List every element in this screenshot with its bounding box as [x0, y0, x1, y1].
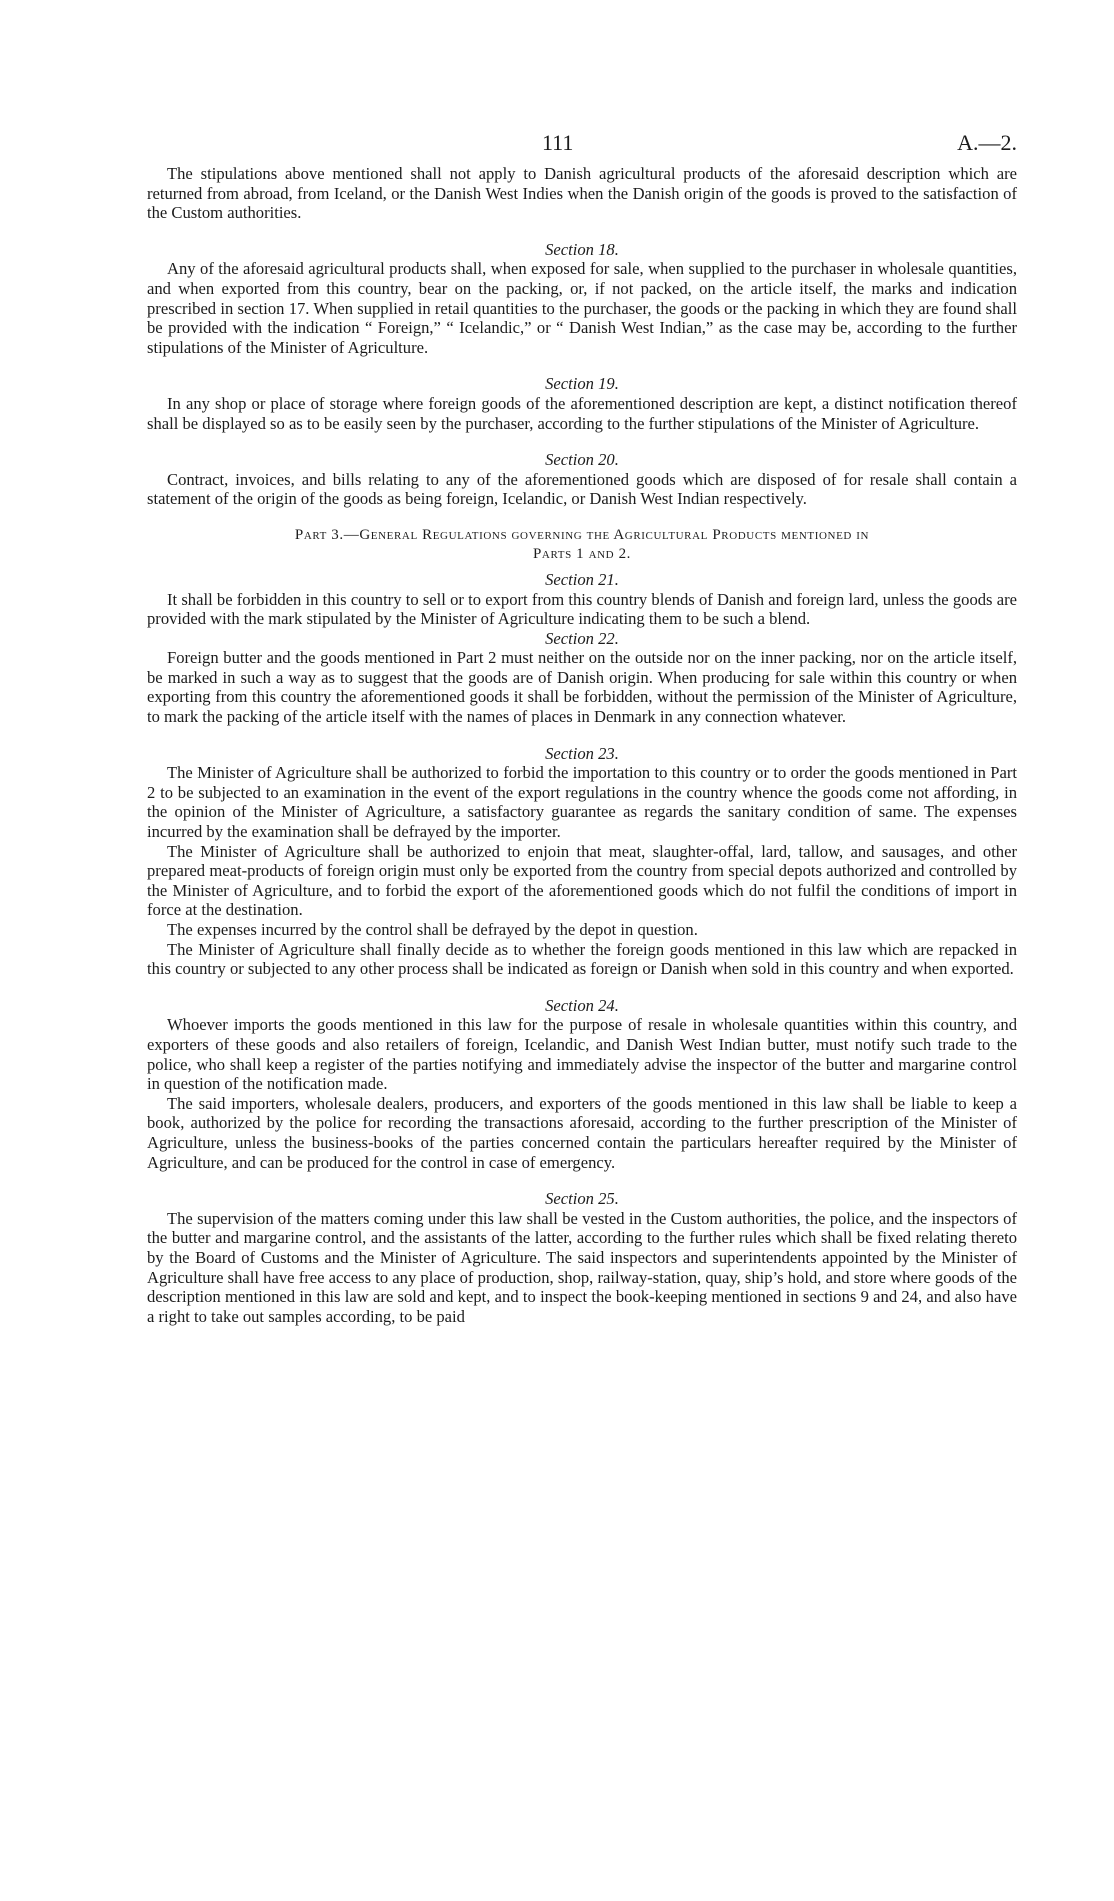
section-25-heading: Section 25.: [545, 1189, 619, 1209]
intro-paragraph: The stipulations above mentioned shall not apply to Danish agricultural products of the aforesaid description which are returned from abroad, from Iceland, or the Danish West Indies when the Danish origin of the goods is proved to the satisfaction of the Custom authorities.: [147, 164, 1017, 223]
section-19-paragraph: In any shop or place of storage where foreign goods of the aforementioned description are kept, a distinct notification thereof shall be displayed so as to be easily seen by the purchaser, according to the further stipulations of the Minister of Agriculture.: [147, 393, 1017, 433]
section-23-paragraph-4: The Minister of Agriculture shall finally decide as to whether the foreign goods mentioned in this law which are repacked in this country or subjected to any other process shall be indicated as foreign or Danish when sold in this country and when exported.: [147, 939, 1017, 979]
page-number: 111: [542, 130, 574, 155]
section-21-paragraph: It shall be forbidden in this country to sell or to export from this country blends of Danish and foreign lard, unless the goods are provided with the mark stipulated by the Minister of Agriculture indicating them to be such a blend.: [147, 589, 1017, 629]
section-20-paragraph: Contract, invoices, and bills relating to any of the aforementioned goods which are disposed of for resale shall contain a statement of the origin of the goods as being foreign, Icelandic, or Danish West Indian respectively.: [147, 469, 1017, 509]
section-25-paragraph: The supervision of the matters coming under this law shall be vested in the Custom authorities, the police, and the inspectors of the butter and margarine control, and the assistants of the latter, according to the further rules which shall be fixed relating thereto by the Board of Customs and the Minister of Agriculture. The said inspectors and superintendents appointed by the Minister of Agriculture shall have free access to any place of production, shop, railway-station, quay, ship’s hold, and store where goods of the description mentioned in this law are sold and kept, and to inspect the book-keeping mentioned in sections 9 and 24, and also have a right to take out samples according, to be paid: [147, 1208, 1017, 1326]
section-22-heading: Section 22.: [545, 628, 619, 648]
section-20-heading: Section 20.: [545, 450, 619, 470]
section-19-heading: Section 19.: [545, 374, 619, 394]
section-18-heading: Section 18.: [545, 239, 619, 259]
section-23-paragraph-1: The Minister of Agriculture shall be authorized to forbid the importation to this country or to order the goods mentioned in Part 2 to be subjected to an examination in the event of the export regulations in the country whence the goods come not affording, in the opinion of the Minister of Agriculture, a satisfactory guarantee as regards the sanitary condition of same. The expenses incurred by the examination shall be defrayed by the importer.: [147, 763, 1017, 842]
part-3-heading-continued: Parts 1 and 2.: [532, 545, 632, 562]
document-page: [147, 130, 1017, 1326]
document-reference: A.—2.: [957, 130, 1017, 155]
section-24-heading: Section 24.: [545, 995, 619, 1015]
part-3-heading: Part 3.—General Regulations governing the Agricultural Products mentioned in: [294, 526, 870, 543]
section-24-paragraph-1: Whoever imports the goods mentioned in this law for the purpose of resale in wholesale quantities within this country, and exporters of these goods and also retailers of foreign, Icelandic, and Danish West Indian butter, must notify such trade to the police, who shall keep a register of the parties notifying and immediately advise the inspector of the butter and margarine control in question of the notification made.: [147, 1015, 1017, 1094]
page-header: [147, 130, 1017, 164]
section-24-paragraph-2: The said importers, wholesale dealers, producers, and exporters of the goods mentioned in this law shall be liable to keep a book, authorized by the police for recording the transactions aforesaid, according to the further prescription of the Minister of Agriculture, unless the business-books of the parties concerned contain the particulars hereafter required by the Minister of Agriculture, and can be produced for the control in case of emergency.: [147, 1093, 1017, 1172]
section-21-heading: Section 21.: [545, 569, 619, 589]
section-23-paragraph-3: The expenses incurred by the control shall be defrayed by the depot in question.: [167, 920, 698, 939]
section-23-heading: Section 23.: [545, 743, 619, 763]
section-18-paragraph: Any of the aforesaid agricultural products shall, when exposed for sale, when supplied to the purchaser in wholesale quantities, and when exported from this country, bear on the packing, or, if not packed, on the article itself, the marks and indication prescribed in section 17. When supplied in retail quantities to the purchaser, the goods or the packing in which they are found shall be provided with the indication “ Foreign,” “ Icelandic,” or “ Danish West Indian,” as the case may be, according to the further stipulations of the Minister of Agriculture.: [147, 259, 1017, 357]
section-22-paragraph: Foreign butter and the goods mentioned in Part 2 must neither on the outside nor on the inner packing, nor on the article itself, be marked in such a way as to suggest that the goods are of Danish origin. When producing for sale within this country or when exporting from this country the aforementioned goods it shall be forbidden, without the permission of the Minister of Agriculture, to mark the packing of the article itself with the names of places in Denmark in any connection whatever.: [147, 648, 1017, 727]
section-23-paragraph-2: The Minister of Agriculture shall be authorized to enjoin that meat, slaughter-offal, lard, tallow, and sausages, and other prepared meat-products of foreign origin must only be exported from the country from special depots authorized and controlled by the Minister of Agriculture, and to forbid the export of the aforementioned goods which do not fulfil the conditions of import in force at the destination.: [147, 841, 1017, 920]
